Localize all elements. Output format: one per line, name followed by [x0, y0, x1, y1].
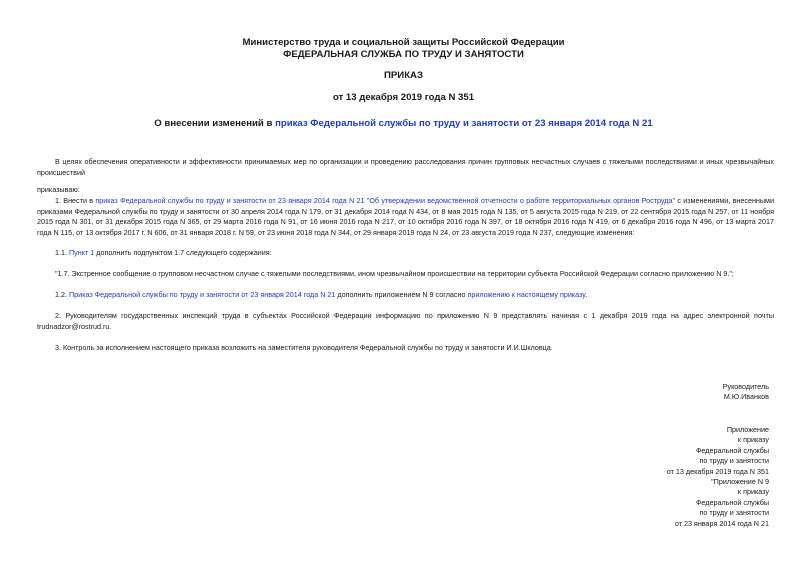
signature-position: Руководитель [722, 382, 769, 391]
item-1-1-suffix: дополнить подпунктом 1.7 следующего содержания: [94, 248, 272, 257]
item-1-2-order-link[interactable]: Приказ Федеральной службы по труду и занятости от 23 января 2014 года N 21 [69, 290, 336, 299]
item-1-2-middle: дополнить приложением N 9 согласно [335, 290, 468, 299]
appendix-line: по труду и занятости [699, 456, 769, 466]
item-1-order-link[interactable]: приказ Федеральной службы по труду и занятости от 23 января 2014 года N 21 "Об утверждении ведомственной отчетности о работе территориальных органов Роструда" [95, 196, 676, 205]
appendix-line: "Приложение N 9 [711, 477, 769, 487]
document-title [0, 118, 807, 130]
appendix-line: по труду и занятости [699, 508, 769, 518]
appendix-line: от 23 января 2014 года N 21 [674, 518, 769, 528]
appendix-line: к приказу [737, 487, 769, 497]
item-1-2-prefix: 1.2. [55, 290, 69, 299]
item-2-paragraph: 2. Руководителям государственных инспекций труда в субъектах Российской Федерации информацию по приложению N 9 представлять начиная с 1 декабря 2019 года на адрес электронной почты trudnadzor@rostrud.ru. [37, 311, 774, 331]
title-order-link[interactable]: приказ Федеральной службы по труду и занятости от 23 января 2014 года N 21 [275, 118, 653, 129]
appendix-line: Федеральной службы [695, 497, 769, 507]
item-1-prefix: 1. Внести в [55, 196, 96, 205]
item-1-1-prefix: 1.1. [55, 248, 69, 257]
item-1-2-paragraph [37, 290, 774, 301]
item-1-suffix: с изменениями, внесенными приказами Федеральной службы по труду и занятости от 30 апреля 2014 года N 179, от 31 декабря 2014 года N 434, от 8 мая 2015 года N 135, от 5 августа 2015 года N 219, от 22 сентября 2015 года N 257, от 11 ноября 2015 года N 301, от 31 декабря 2015 года N 365, от 29 марта 2016 года N 91, от 16 июня 2016 года N 217, от 10 октября 2016 года N 397, от 18 октября 2016 года N 419, от 6 декабря 2016 года N 496, от 13 марта 2017 года N 115, от 13 октября 2017 г. N 606, от 31 января 2018 г. N 59, от 23 июня 2018 года N 344, от 29 января 2019 года N 24, от 23 августа 2019 года N 237, следующие изменения: [37, 196, 775, 237]
service-name: ФЕДЕРАЛЬНАЯ СЛУЖБА ПО ТРУДУ И ЗАНЯТОСТИ [283, 49, 524, 60]
document-date-number: от 13 декабря 2019 года N 351 [332, 92, 475, 103]
item-3-paragraph: 3. Контроль за исполнением настоящего приказа возложить на заместителя руководителя Федеральной службы по труду и занятости И.И.Шкловца. [55, 343, 553, 352]
signature-name: М.Ю.Иванков [723, 392, 769, 402]
appendix-line: Федеральной службы [695, 445, 769, 455]
appendix-line: к приказу [737, 435, 769, 445]
appendix-line: от 13 декабря 2019 года N 351 [666, 466, 769, 476]
item-1-1-paragraph [37, 248, 774, 259]
appendix-link[interactable]: приложению к настоящему приказу [467, 290, 586, 299]
order-word: приказываю: [37, 185, 80, 194]
appendix-line: Приложение [726, 425, 769, 434]
item-1-paragraph [37, 196, 774, 238]
appendix-header [667, 425, 769, 529]
item-1-2-suffix: . [585, 290, 588, 299]
item-1-7-paragraph: "1.7. Экстренное сообщение о групповом несчастном случае с тяжелыми последствиями, ином чрезвычайном происшествии на территории субъекта Российской Федерации согласно приложению N 9."; [55, 269, 734, 278]
point-1-link[interactable]: Пункт 1 [69, 248, 95, 257]
document-type: ПРИКАЗ [384, 70, 423, 81]
ministry-name: Министерство труда и социальной защиты Российской Федерации [242, 37, 565, 48]
preamble-paragraph: В целях обеспечения оперативности и эффективности принимаемых мер по организации и проведению расследования причин групповых несчастных случаев с тяжелыми последствиями и иных чрезвычайных происшествий [37, 157, 774, 177]
signature-block [723, 382, 769, 403]
title-prefix: О внесении изменений в [154, 118, 276, 129]
